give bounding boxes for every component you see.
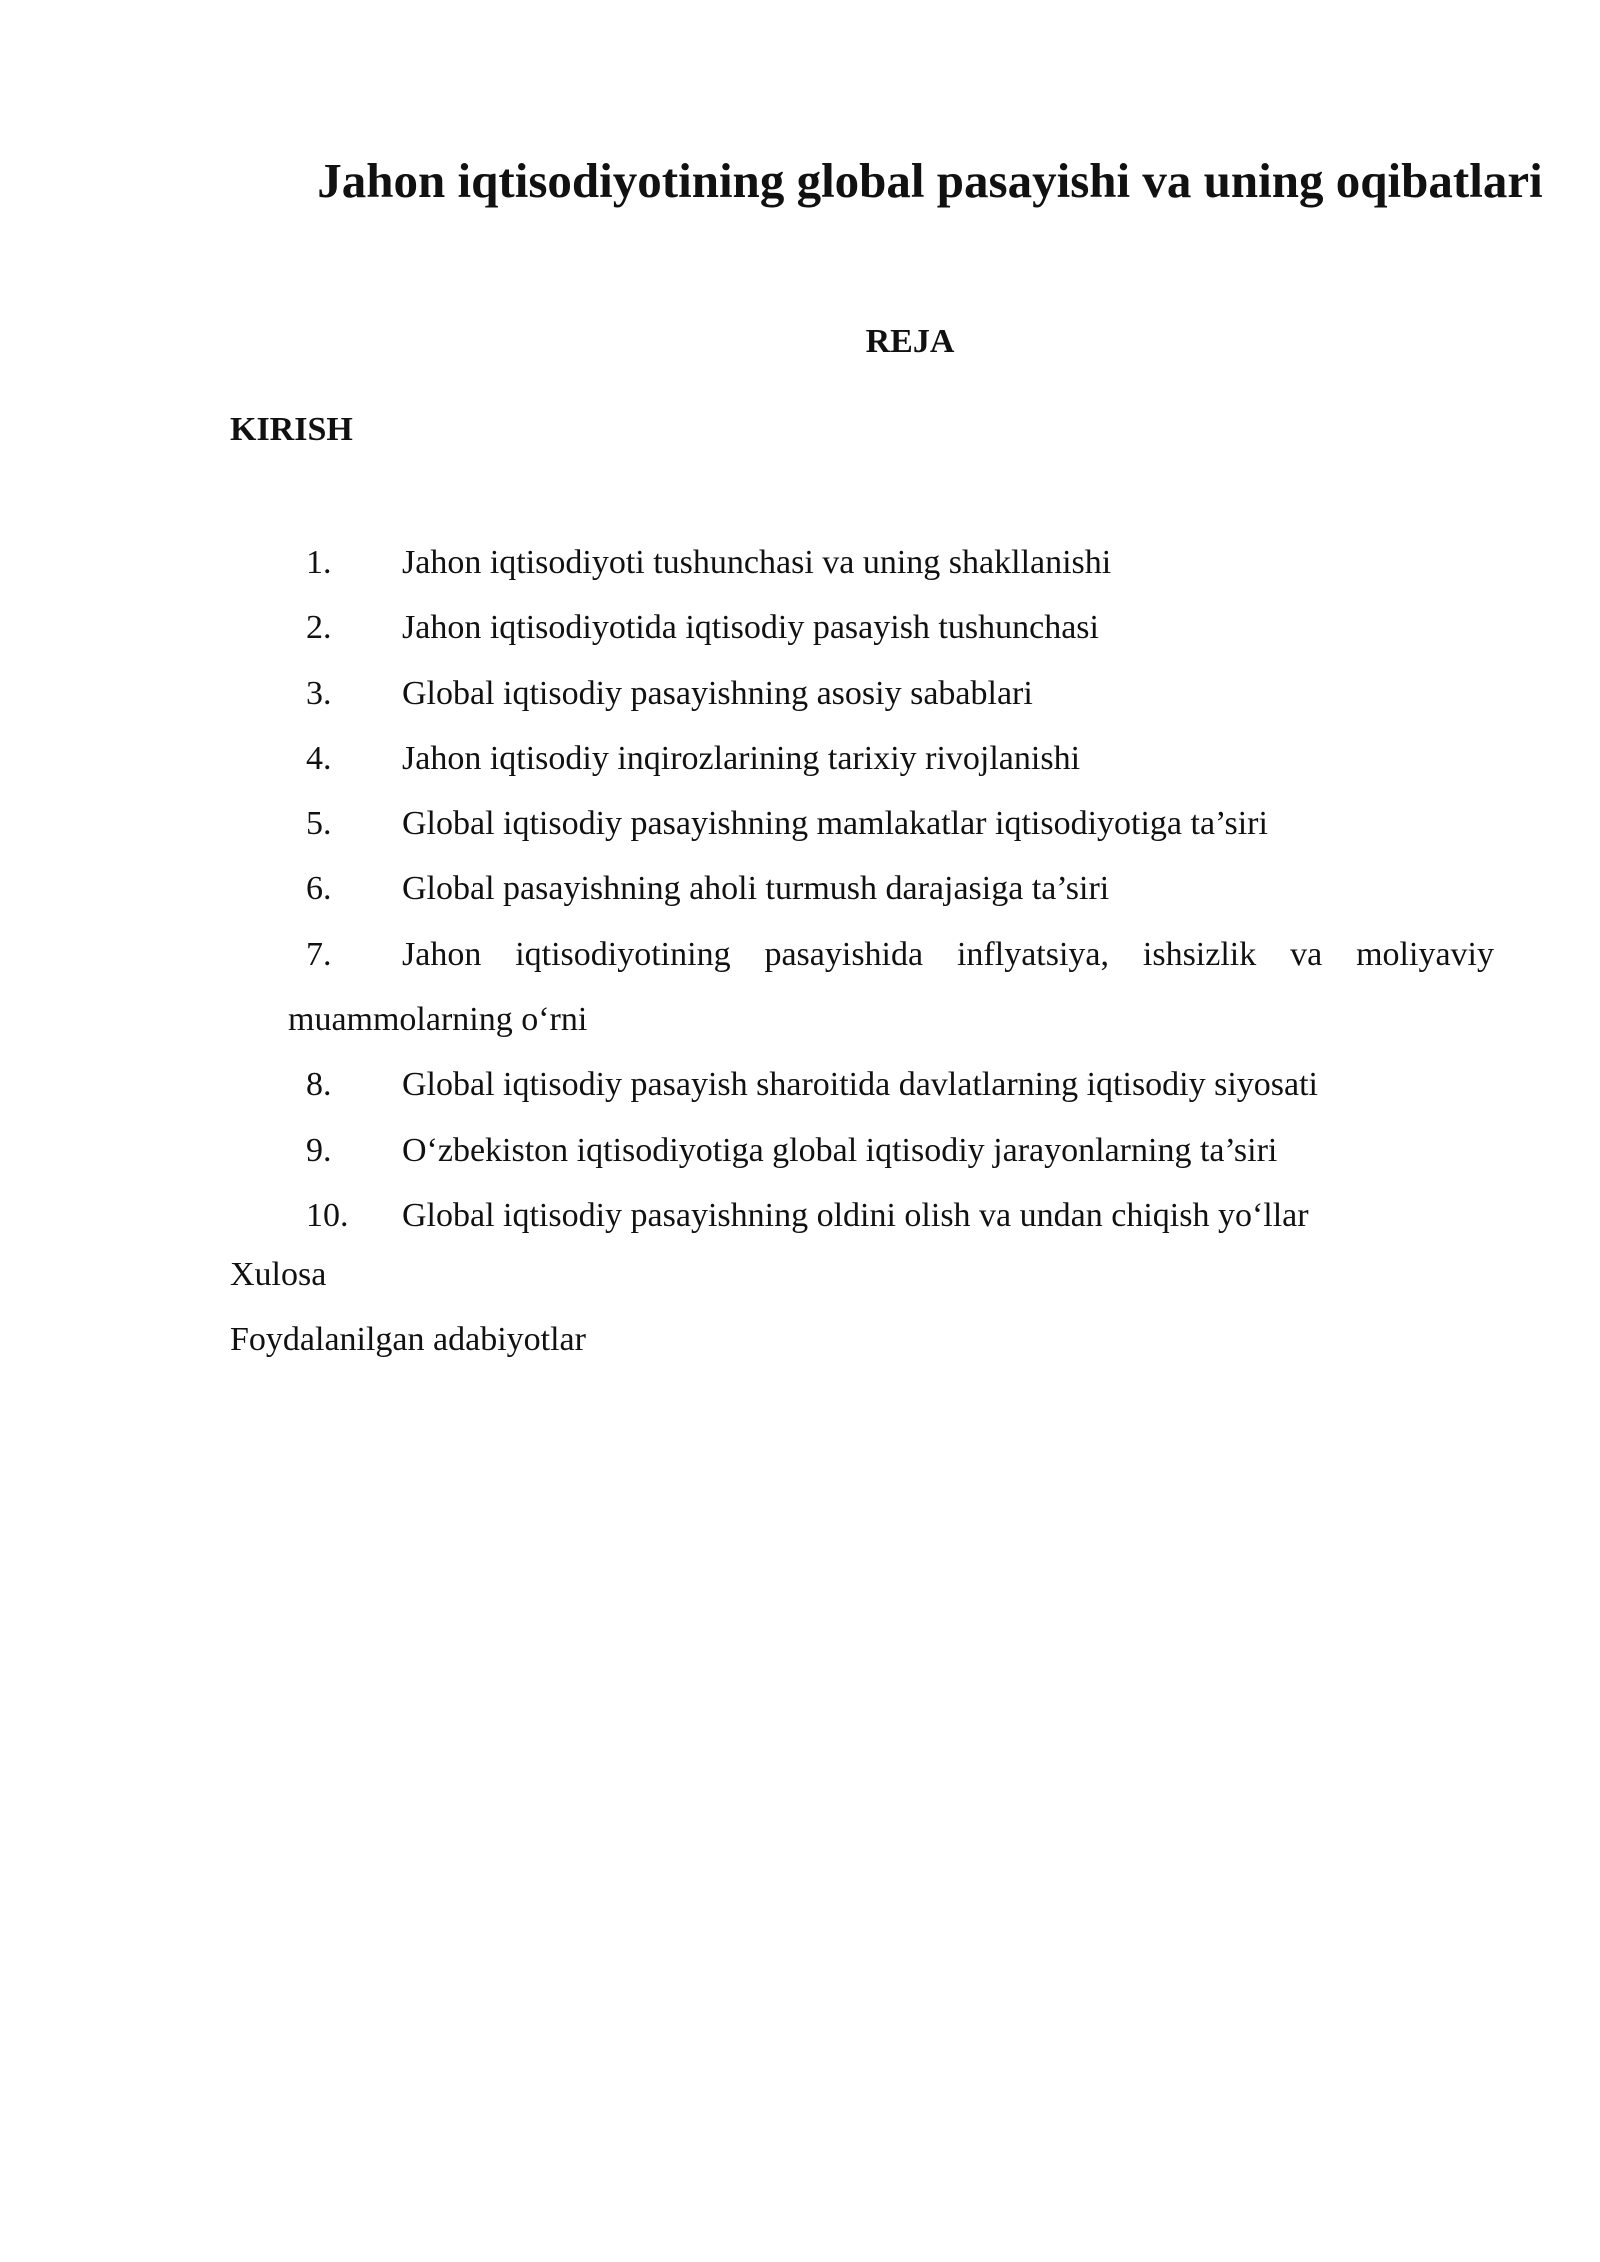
plan-item-text: Global iqtisodiy pasayish sharoitida davlatlarning iqtisodiy siyosati — [402, 1066, 1319, 1104]
plan-item — [288, 1052, 1494, 1117]
plan-item-number: 5. — [306, 805, 332, 843]
document-title: Jahon iqtisodiyotining global pasayishi va uning oqibatlari — [317, 153, 1543, 208]
plan-item-text: Jahon iqtisodiyoti tushunchasi va uning shakllanishi — [402, 544, 1112, 581]
plan-item-text: Global pasayishning aholi turmush darajasiga ta’siri — [402, 870, 1110, 908]
plan-item-number: 6. — [306, 870, 332, 908]
plan-item-text: Global iqtisodiy pasayishning mamlakatlar iqtisodiyotiga ta’siri — [402, 805, 1268, 843]
plan-item-text: O‘zbekiston iqtisodiyotiga global iqtisodiy jarayonlarning ta’siri — [402, 1131, 1278, 1169]
plan-item — [288, 661, 1494, 726]
plan-item-number: 4. — [306, 739, 332, 777]
plan-item-number: 3. — [306, 674, 332, 712]
plan-item-text: Global iqtisodiy pasayishning oldini olish va undan chiqish yo‘llar — [402, 1196, 1309, 1234]
plan-item — [288, 856, 1494, 921]
plan-item-number: 7. — [306, 935, 332, 973]
plan-item — [288, 530, 1494, 595]
plan-item — [288, 1118, 1494, 1183]
plan-list — [288, 530, 1494, 1248]
plan-item — [288, 791, 1494, 856]
references-heading: Foydalanilgan adabiyotlar — [230, 1321, 586, 1358]
plan-item-text: Jahon iqtisodiyotida iqtisodiy pasayish tushunchasi — [402, 609, 1099, 647]
plan-item-text: Jahon iqtisodiy inqirozlarining tarixiy rivojlanishi — [402, 739, 1081, 777]
plan-item-text: Global iqtisodiy pasayishning asosiy sabablari — [402, 674, 1033, 712]
conclusion-heading: Xulosa — [230, 1256, 327, 1293]
plan-item-number: 2. — [306, 609, 332, 647]
plan-item-number: 8. — [306, 1066, 332, 1104]
plan-heading: REJA — [865, 323, 955, 360]
plan-item-number: 1. — [306, 544, 332, 581]
plan-item-number: 10. — [306, 1196, 349, 1234]
plan-item-text: Jahon iqtisodiyotining pasayishida inflyatsiya, ishsizlik va moliyaviy muammolarning o‘rni — [288, 935, 1494, 1039]
plan-item — [288, 595, 1494, 660]
plan-item-number: 9. — [306, 1131, 332, 1169]
plan-item — [288, 922, 1494, 1053]
plan-item — [288, 726, 1494, 791]
intro-heading: KIRISH — [230, 411, 353, 448]
plan-item — [288, 1183, 1494, 1248]
